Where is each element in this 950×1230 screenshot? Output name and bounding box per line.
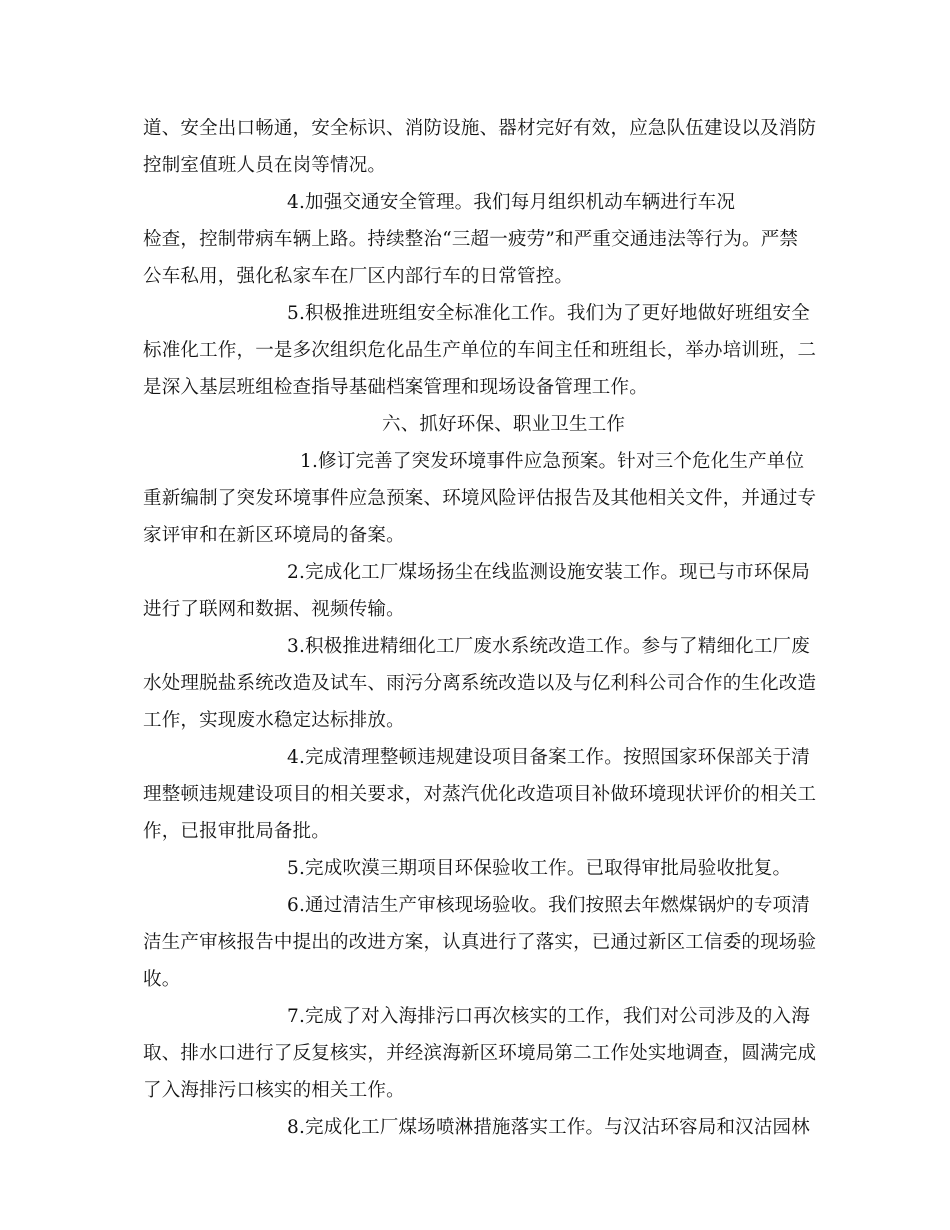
paragraph-line: 洁生产审核报告中提出的改进方案，认真进行了落实，已通过新区工信委的现场验 [143,932,817,953]
paragraph-line: 收。 [143,969,181,990]
paragraph-line: 5.完成吹漠三期项目环保验收工作。已取得审批局验收批复。 [287,858,792,879]
paragraph-line: 7.完成了对入海排污口再次核实的工作，我们对公司涉及的入海 [287,1006,810,1027]
paragraph-line: 4.加强交通安全管理。我们每月组织机动车辆进行车况 [287,192,736,213]
paragraph-line: 标准化工作，一是多次组织危化品生产单位的车间主任和班组长，举办培训班，二 [143,340,817,361]
paragraph-line: 工作，实现废水稳定达标排放。 [143,710,405,731]
paragraph-line: 3.积极推进精细化工厂废水系统改造工作。参与了精细化工厂废 [287,636,810,657]
paragraph-line: 了入海排污口核实的相关工作。 [143,1080,405,1101]
paragraph-line: 水处理脱盐系统改造及试车、雨污分离系统改造以及与亿利科公司合作的生化改造 [143,673,817,694]
paragraph-line: 1.修订完善了突发环境事件应急预案。针对三个危化生产单位 [300,451,805,472]
paragraph-line: 是深入基层班组检查指导基础档案管理和现场设备管理工作。 [143,377,648,398]
paragraph-line: 道、安全出口畅通，安全标识、消防设施、器材完好有效，应急队伍建设以及消防 [143,118,817,139]
paragraph-line: 6.通过清洁生产审核现场验收。我们按照去年燃煤锅炉的专项清 [287,895,810,916]
paragraph-line: 家评审和在新区环境局的备案。 [143,525,405,546]
paragraph-line: 5.积极推进班组安全标准化工作。我们为了更好地做好班组安全 [287,303,810,324]
paragraph-line: 公车私用，强化私家车在厂区内部行车的日常管控。 [143,266,574,287]
paragraph-line: 理整顿违规建设项目的相关要求，对蒸汽优化改造项目补做环境现状评价的相关工 [143,784,817,805]
paragraph-line: 取、排水口进行了反复核实，并经滨海新区环境局第二工作处实地调查，圆满完成 [143,1043,817,1064]
paragraph-line: 4.完成清理整顿违规建设项目备案工作。按照国家环保部关于清 [287,747,810,768]
paragraph-line: 8.完成化工厂煤场喷淋措施落实工作。与汉沽环容局和汉沽园林 [287,1117,810,1138]
paragraph-line: 检查，控制带病车辆上路。持续整治“三超一疲劳”和严重交通违法等行为。严禁 [143,229,799,250]
paragraph-line: 2.完成化工厂煤场扬尘在线监测设施安装工作。现已与市环保局 [287,562,810,583]
paragraph-line: 进行了联网和数据、视频传输。 [143,599,405,620]
section-heading: 六、抓好环保、职业卫生工作 [382,414,626,435]
paragraph-line: 控制室值班人员在岗等情况。 [143,155,387,176]
paragraph-line: 重新编制了突发环境事件应急预案、环境风险评估报告及其他相关文件，并通过专 [143,488,817,509]
paragraph-line: 作，已报审批局备批。 [143,821,331,842]
